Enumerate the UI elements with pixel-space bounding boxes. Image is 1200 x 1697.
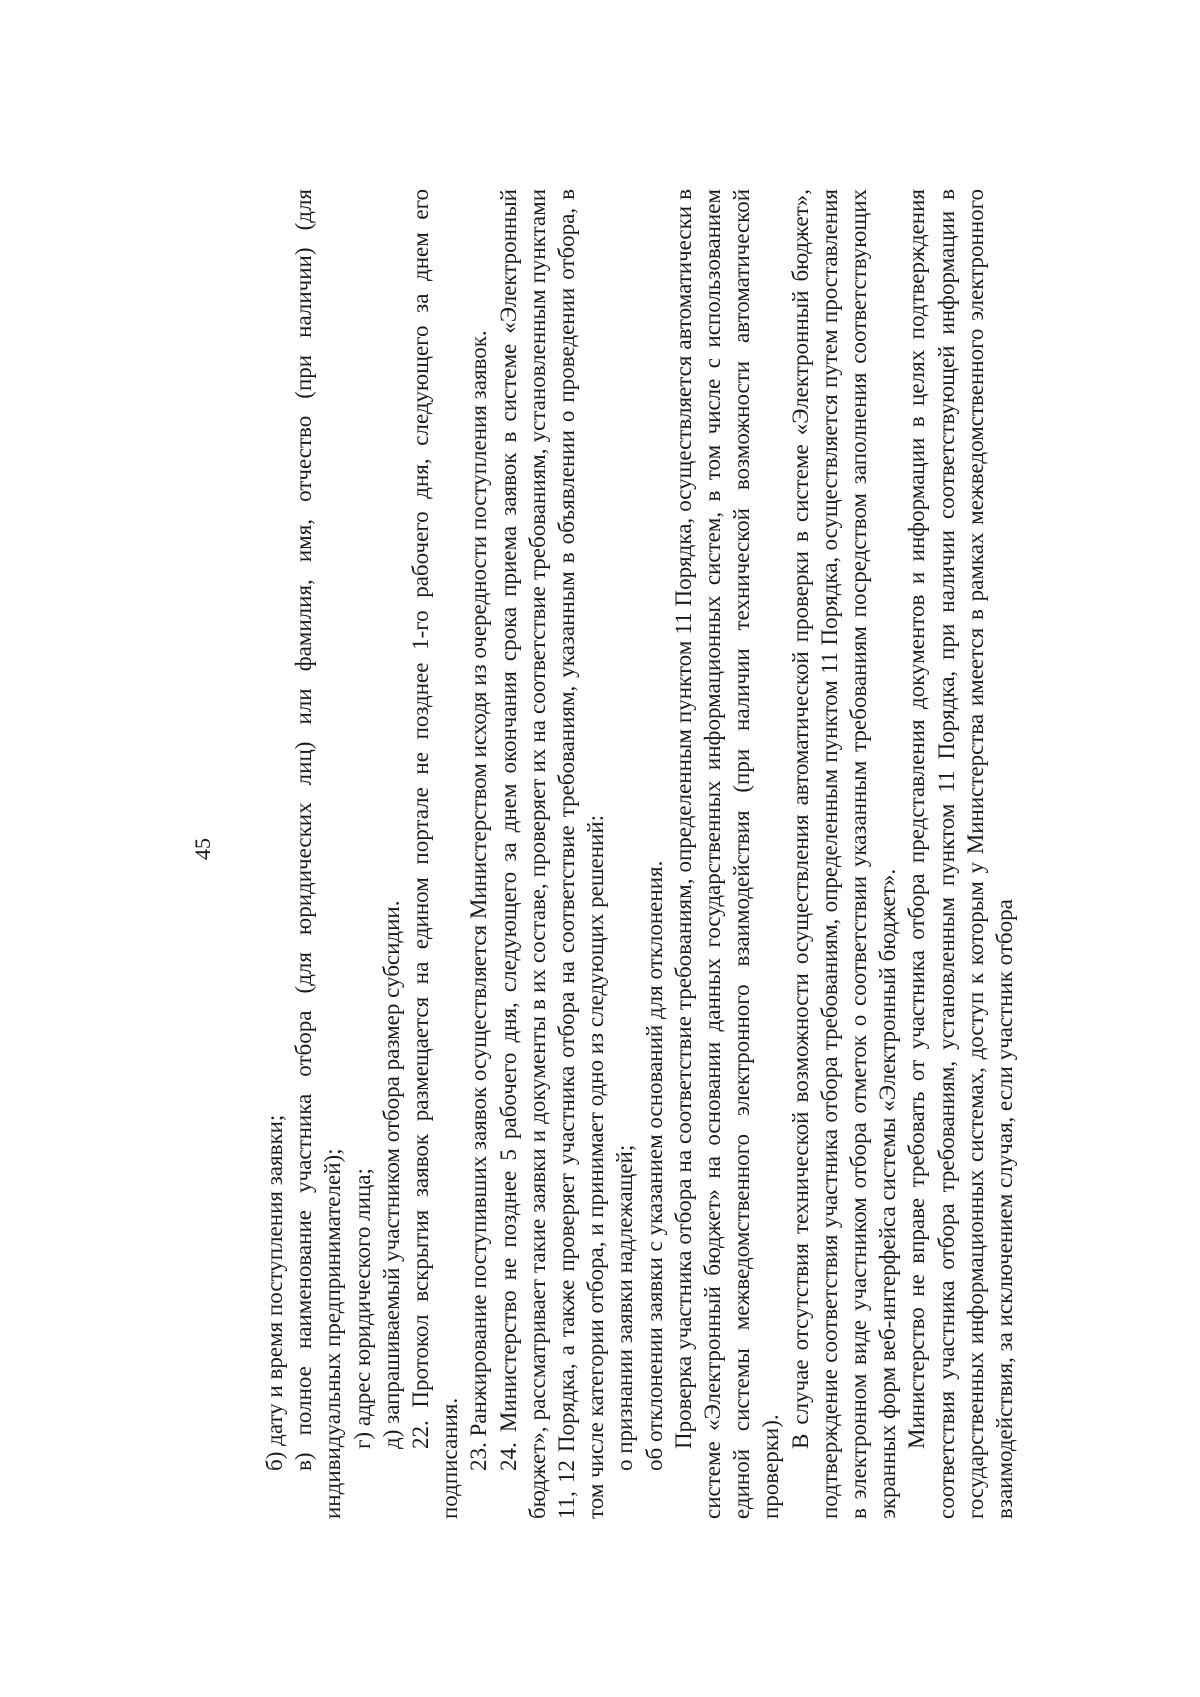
paragraph-23: 23. Ранжирование поступивших заявок осуществляется Министерством исходя из очередности поступления заявок. [466, 329, 492, 1471]
list-item-d: д) запрашиваемый участником отбора размер субсидии. [378, 900, 404, 1449]
paragraph-verification: Проверка участника отбора на соответствие требованиям, определенным пунктом 11 Порядка, осуществляется автоматически в системе «Электронный бюджет» на основании данных государственных информационных систем, в том числе с использованием единой системы межведомственного электронного взаимодействия (при наличии технической возможности автоматической проверки). [670, 188, 784, 1519]
page-number: 45 [190, 837, 215, 860]
list-item-b: б) дату и время поступления заявки; [262, 1114, 287, 1471]
list-item-v: в) полное наименование участника отбора (для юридических лиц) или фамилия, имя, отчество (при наличии) (для индивидуальных предпринимателей); [291, 188, 346, 1519]
decision-option-reject: об отклонении заявки с указанием оснований для отклонения. [641, 860, 667, 1471]
list-item-g: г) адрес юридического лица; [349, 1167, 375, 1449]
paragraph-manual-confirmation: В случае отсутствия технической возможности осуществления автоматической проверки в системе «Электронный бюджет», подтверждение соответствия участника отбора требованиям, определенным пунктом 11 Порядка, осуществляется путем проставления в электронном виде участником отбора отметок о соответствии указанным требованиям посредством заполнения соответствующих экранных форм веб-интерфейса системы «Электронный бюджет». [787, 188, 901, 1519]
decision-option-accept: о признании заявки надлежащей; [612, 1144, 638, 1471]
paragraph-ministry-restrictions: Министерство не вправе требовать от участника отбора представления документов и информации в целях подтверждения соответствия участника отбора требованиям, установленным пунктом 11 Порядка, при наличии соответствующей информации в государственных информационных системах, доступ к которым у Министерства имеется в рамках межведомственного электронного взаимодействия, за исключением случая, если участник отбора [904, 188, 1018, 1519]
rotated-page-content [130, 129, 1070, 1569]
paragraph-22: 22. Протокол вскрытия заявок размещается на едином портале не позднее 1-го рабочего дня, следующего за днем его подписания. [408, 188, 463, 1519]
paragraph-24: 24. Министерство не позднее 5 рабочего дня, следующего за днем окончания срока приема заявок в системе «Электронный бюджет», рассматривает такие заявки и документы в их составе, проверяет их на соответствие требованиям, установленным пунктами 11, 12 Порядка, а также проверяет участника отбора на соответствие требованиям, указанным в объявлении о проведении отбора, в том числе категории отбора, и принимает одно из следующих решений: [495, 188, 609, 1519]
